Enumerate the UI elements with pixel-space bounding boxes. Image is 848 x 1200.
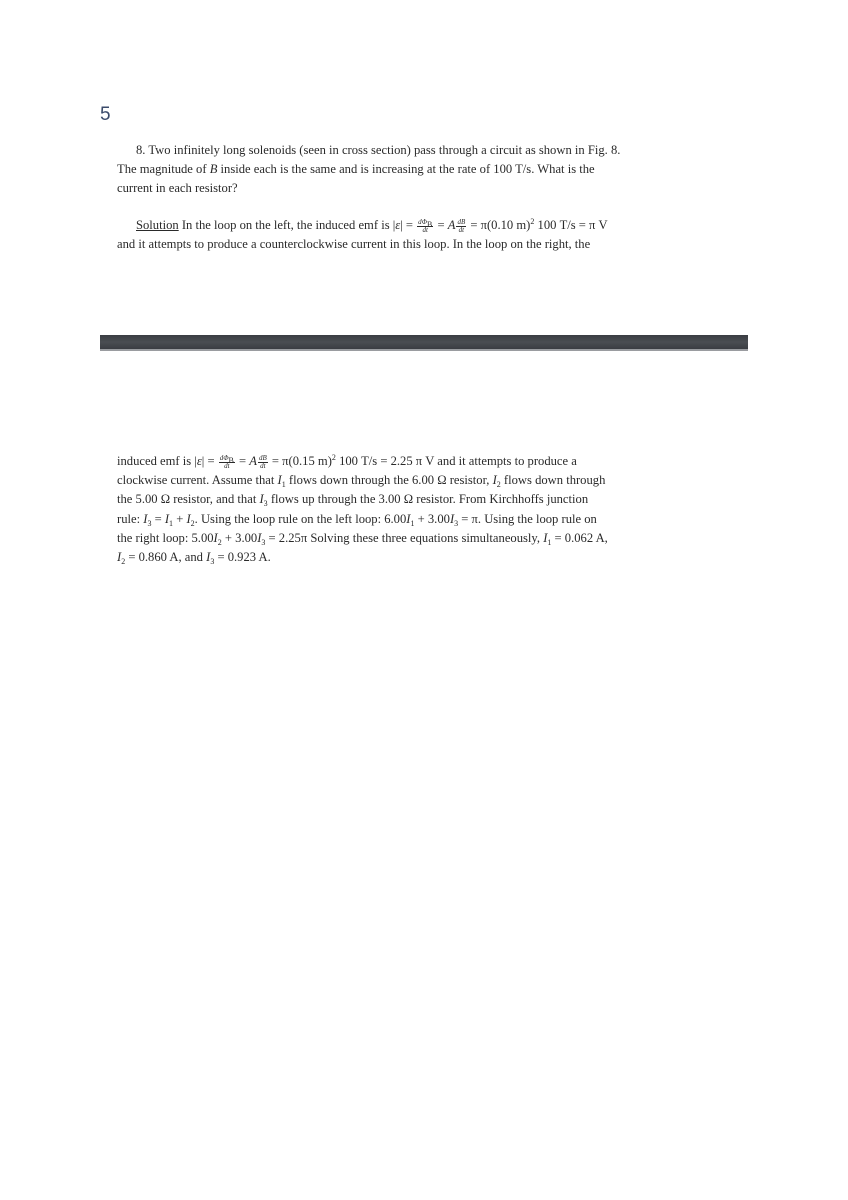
solution-line-3: induced emf is |ε| = $\frac{d\Phi_B}{dt}$ = A $\frac{dB}{dt}$ = π(0.15 m)$^2$ 100 T/s = 2.25 π V and it attempts to produce a [117,453,577,470]
problem-line-1: 8. Two infinitely long solenoids (seen in cross section) pass through a circuit as shown in Fig. 8. [136,143,621,157]
solution-line-7: the right loop: $5.00I_2 + 3.00I_3 = 2.25\pi$ Solving these three equations simultaneously, $I_1 = 0.062$ A, [117,530,608,547]
solution-label: Solution [136,218,179,232]
problem-line-3: current in each resistor? [117,181,238,196]
page-separator-edge [100,349,748,351]
page-separator-bar [100,335,748,349]
solution-line-1: Solution In the loop on the left, the induced emf is |ε| = $\frac{d\Phi_B}{dt}$ = A $\frac{dB}{dt}$ = π(0.10 m)$^2$ 100 T/s = π V [136,217,608,234]
solution-line-6: rule: $I_3 = I_1 + I_2$. Using the loop rule on the left loop: $6.00I_1 + 3.00I_3 = \pi$. Using the loop rule on [117,511,597,528]
problem-line-2: The magnitude of B inside each is the same and is increasing at the rate of 100 T/s. What is the [117,162,595,177]
fraction: $\frac{dB}{dt}$ [259,453,267,470]
fraction: $\frac{d\Phi_B}{dt}$ [418,217,433,234]
solution-line-2: and it attempts to produce a counterclockwise current in this loop. In the loop on the right, the [117,237,591,252]
solution-part-1 [117,216,718,254]
fraction: $\frac{d\Phi_B}{dt}$ [219,453,234,470]
solution-line-8: $I_2 = 0.860$ A, and $I_3 = 0.923$ A. [117,550,271,567]
solution-part-2 [117,452,718,567]
solution-line-5: the 5.00 Ω resistor, and that $I_3$ flows up through the 3.00 Ω resistor. From Kirchhoffs junction [117,492,589,509]
page-number: 5 [100,104,111,125]
fraction: $\frac{dB}{dt}$ [457,217,466,234]
solution-line-4: clockwise current. Assume that $I_1$ flows down through the 6.00 Ω resistor, $I_2$ flows down through [117,473,606,490]
problem-statement [117,141,718,199]
